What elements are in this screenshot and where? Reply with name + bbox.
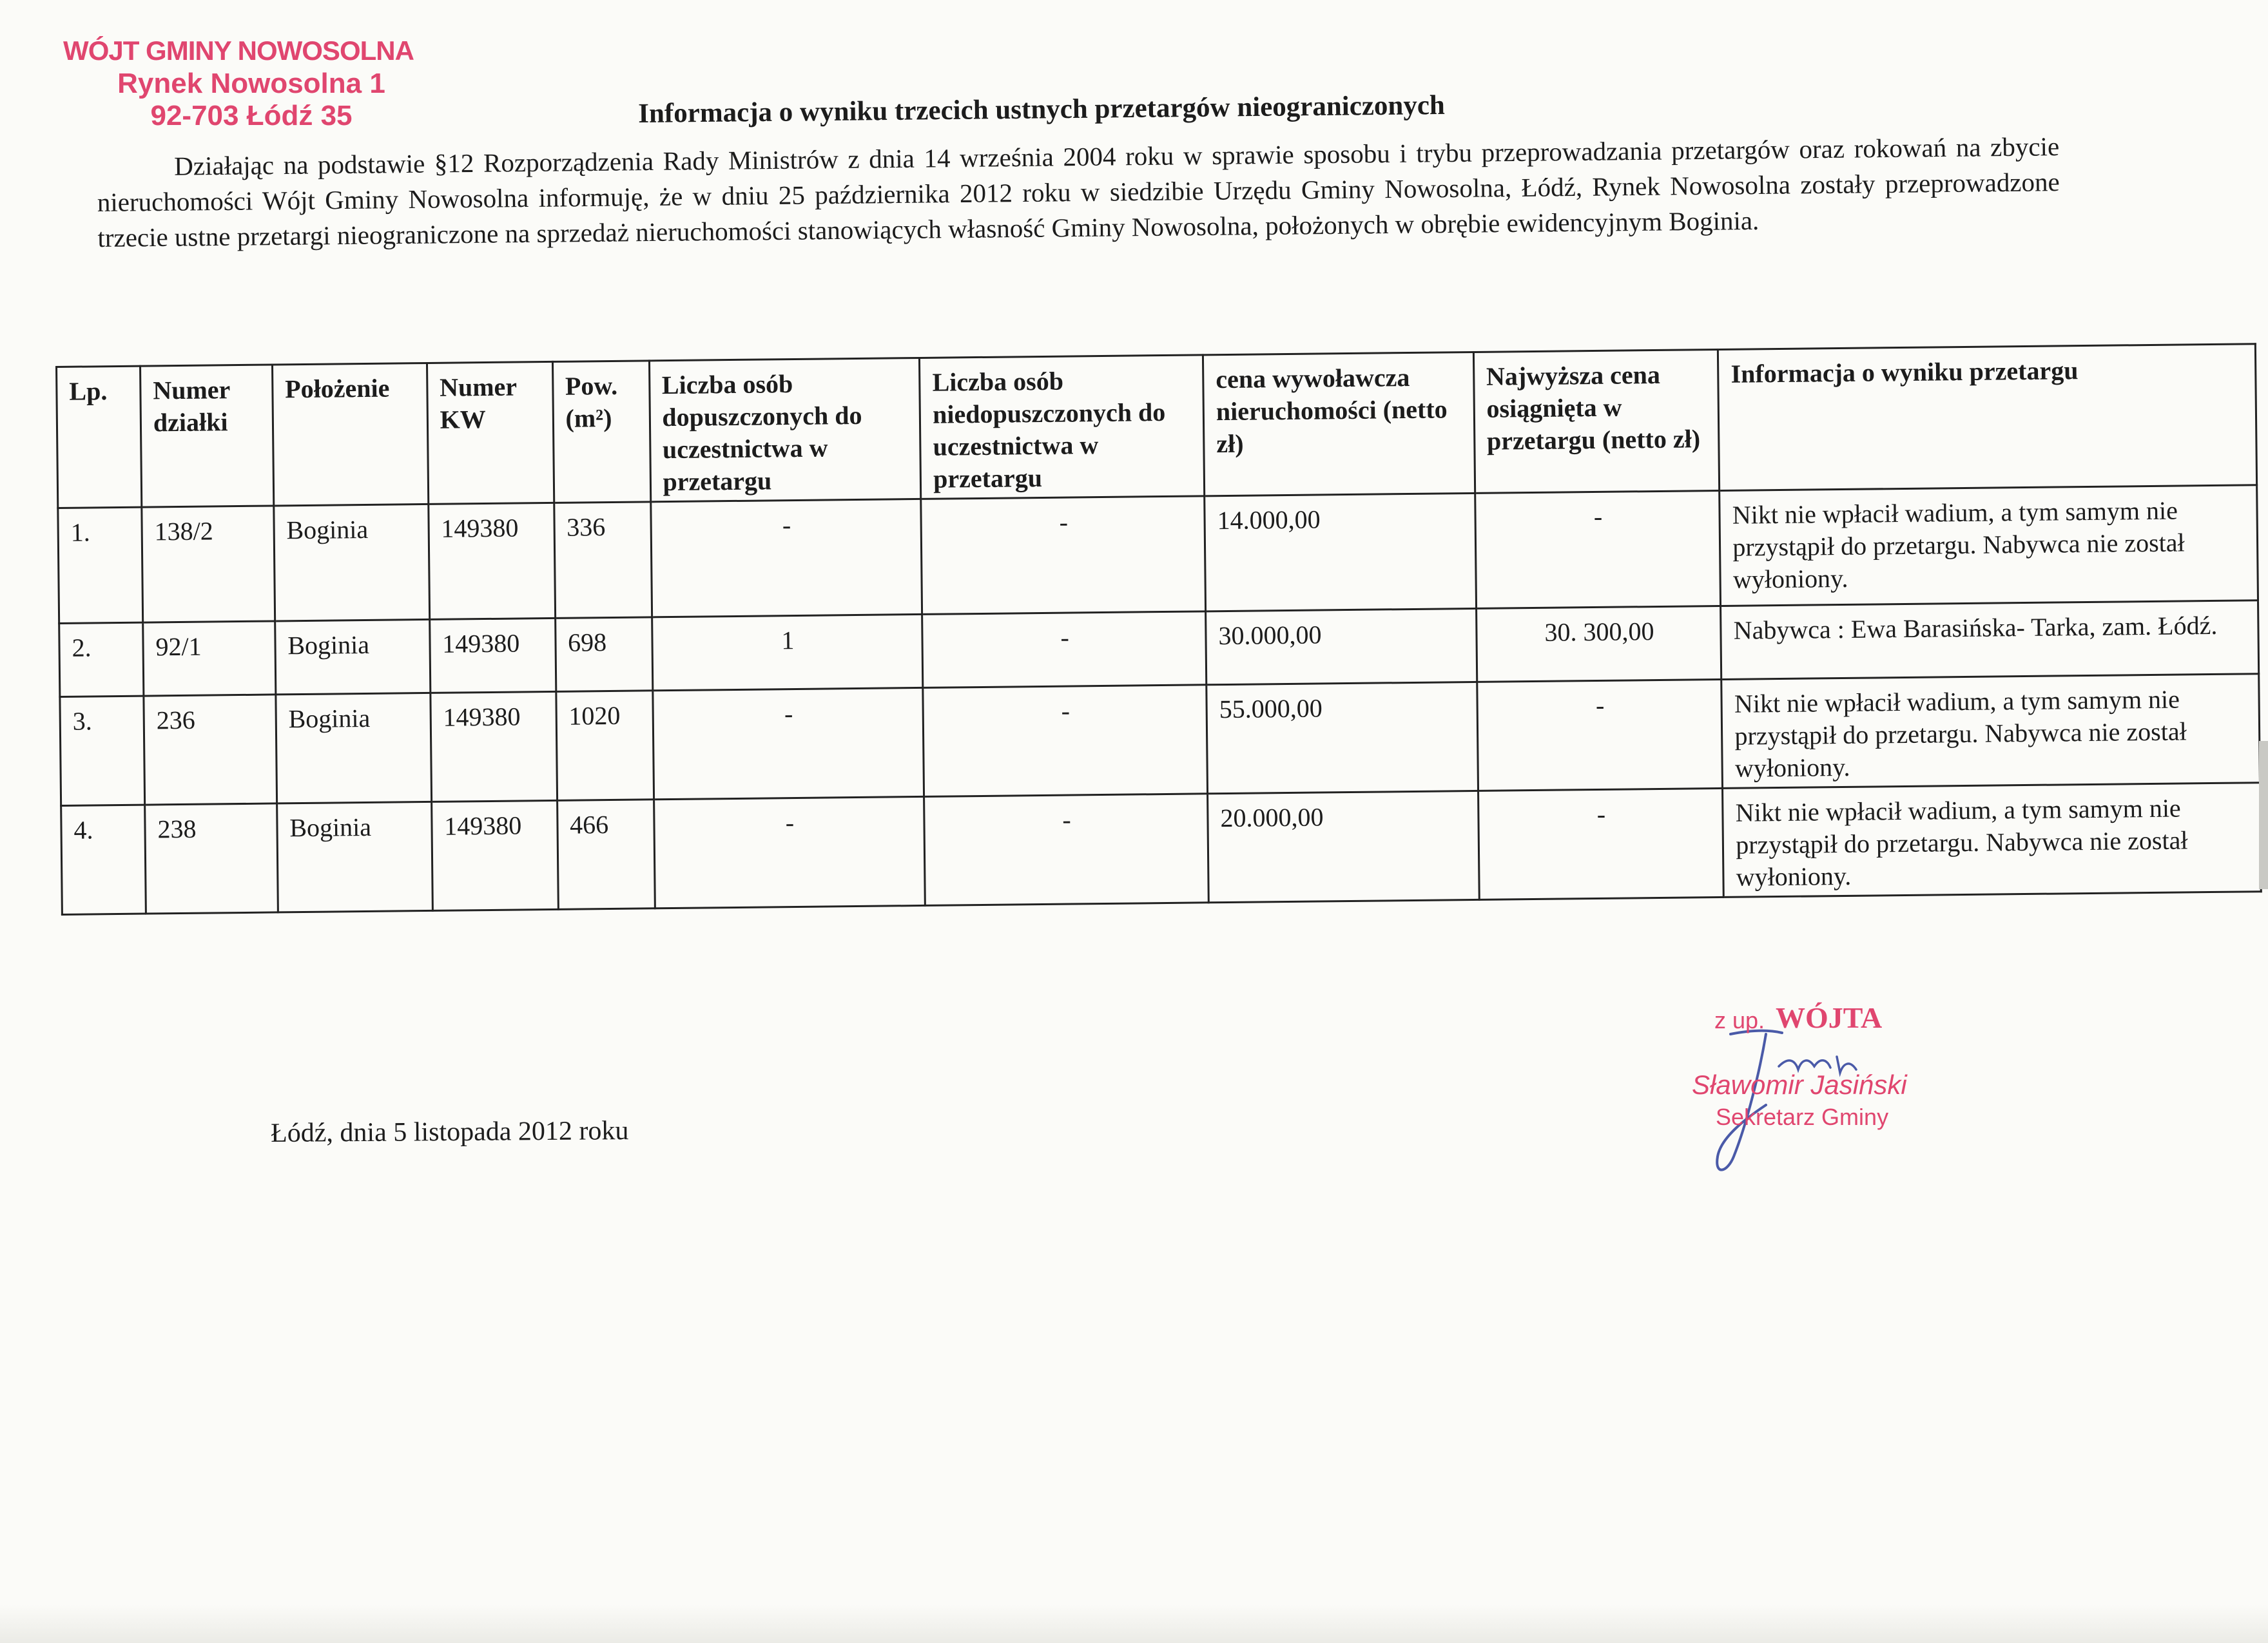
table-row <box>61 783 2262 915</box>
header-informacja: Informacja o wyniku przetargu <box>1718 344 2257 491</box>
stamp-line-3: 92-703 Łódź 35 <box>150 100 353 131</box>
cell-informacja: Nikt nie wpłacił wadium, a tym samym nie przystąpił do przetargu. Nabywca nie został wyłoniony. <box>1721 674 2260 789</box>
header-lp: Lp. <box>57 366 142 508</box>
cell-numer-kw: 149380 <box>431 691 557 802</box>
header-numer-dzialki: Numer działki <box>140 365 273 507</box>
cell-pow: 466 <box>557 800 655 910</box>
cell-numer-dzialki: 138/2 <box>142 506 275 622</box>
cell-dopuszczonych: 1 <box>652 614 923 690</box>
header-dopuszczonych: Liczba osób dopuszczonych do uczestnictwa w przetargu <box>649 358 921 501</box>
cell-dopuszczonych: - <box>650 499 922 617</box>
cell-numer-dzialki: 92/1 <box>143 621 276 696</box>
cell-numer-kw: 149380 <box>431 800 558 910</box>
cell-cena-wywolawcza: 14.000,00 <box>1205 493 1477 611</box>
signature-title: WÓJTA <box>1776 1001 1883 1034</box>
signature-stamp <box>1669 995 1940 1189</box>
cell-numer-dzialki: 236 <box>144 695 277 805</box>
cell-najwyzsza-cena: 30. 300,00 <box>1476 606 1721 682</box>
header-cena-wywolawcza: cena wywoławcza nieruchomości (netto zł) <box>1203 352 1475 495</box>
cell-lp: 4. <box>61 805 146 914</box>
stamp-line-1: WÓJT GMINY NOWOSOLNA <box>63 35 414 66</box>
header-polozenie: Położenie <box>272 363 428 506</box>
header-pow: Pow. (m²) <box>552 361 650 503</box>
cell-dopuszczonych: - <box>652 687 924 799</box>
signatory-name: Sławomir Jasiński <box>1692 1070 1907 1100</box>
document-title: Informacja o wyniku trzecich ustnych przetargów nieograniczonych <box>638 90 1446 129</box>
office-stamp <box>63 35 432 132</box>
cell-informacja: Nikt nie wpłacił wadium, a tym samym nie przystąpił do przetargu. Nabywca nie został wyłoniony. <box>1720 485 2258 606</box>
cell-polozenie: Boginia <box>275 619 430 695</box>
cell-cena-wywolawcza: 20.000,00 <box>1208 791 1479 902</box>
cell-niedopuszczonych: - <box>924 794 1209 906</box>
cell-niedopuszczonych: - <box>922 611 1207 688</box>
cell-polozenie: Boginia <box>276 802 432 912</box>
header-najwyzsza-cena: Najwyższa cena osiągnięta w przetargu (netto zł) <box>1473 349 1720 493</box>
cell-niedopuszczonych: - <box>923 685 1208 797</box>
cell-pow: 698 <box>555 617 652 692</box>
table-header-row <box>57 344 2257 508</box>
cell-najwyzsza-cena: - <box>1478 788 1723 899</box>
cell-polozenie: Boginia <box>274 504 430 621</box>
cell-pow: 336 <box>554 502 652 619</box>
results-table-wrapper <box>55 343 2262 916</box>
cell-cena-wywolawcza: 55.000,00 <box>1207 682 1478 793</box>
cell-cena-wywolawcza: 30.000,00 <box>1206 608 1477 684</box>
header-niedopuszczonych: Liczba osób niedopuszczonych do uczestnictwa w przetargu <box>920 355 1205 499</box>
signatory-role: Sekretarz Gminy <box>1716 1104 1889 1130</box>
stamp-line-2: Rynek Nowosolna 1 <box>117 68 385 99</box>
cell-informacja: Nabywca : Ewa Barasińska- Tarka, zam. Łódź. <box>1721 601 2259 680</box>
scan-edge-artifact <box>2259 741 2268 889</box>
page-bottom-edge <box>0 1604 2268 1643</box>
table-row <box>58 485 2258 624</box>
signature-prefix: z up. <box>1714 1007 1765 1033</box>
cell-numer-dzialki: 238 <box>145 803 278 914</box>
cell-dopuszczonych: - <box>654 796 925 908</box>
intro-paragraph: Działając na podstawie §12 Rozporządzenia Rady Ministrów z dnia 14 września 2004 roku w sprawie sposobu i trybu przeprowadzania przetargów oraz rokowań na zbycie nieruchomości Wójt Gminy Nowosolna informuję, że w dniu 25 października 2012 roku w siedzibie Urzędu Gminy Nowosolna, Łódź, Rynek Nowosolna zostały przeprowadzone trzecie ustne przetargi nieograniczone na sprzedaż nieruchomości stanowiących własność Gminy Nowosolna, położonych w obrębie ewidencyjnym Boginia. <box>97 131 2060 253</box>
document-date: Łódź, dnia 5 listopada 2012 roku <box>271 1116 629 1148</box>
cell-pow: 1020 <box>556 691 654 801</box>
cell-najwyzsza-cena: - <box>1477 679 1722 791</box>
header-numer-kw: Numer KW <box>427 361 554 504</box>
cell-najwyzsza-cena: - <box>1475 490 1720 608</box>
results-table <box>55 343 2262 916</box>
cell-numer-kw: 149380 <box>428 503 555 619</box>
cell-lp: 2. <box>59 622 144 697</box>
cell-informacja: Nikt nie wpłacił wadium, a tym samym nie przystąpił do przetargu. Nabywca nie został wyłoniony. <box>1723 783 2261 898</box>
cell-polozenie: Boginia <box>276 693 432 803</box>
cell-niedopuszczonych: - <box>921 496 1206 615</box>
cell-numer-kw: 149380 <box>429 618 556 693</box>
cell-lp: 1. <box>58 507 143 623</box>
cell-lp: 3. <box>60 696 145 805</box>
